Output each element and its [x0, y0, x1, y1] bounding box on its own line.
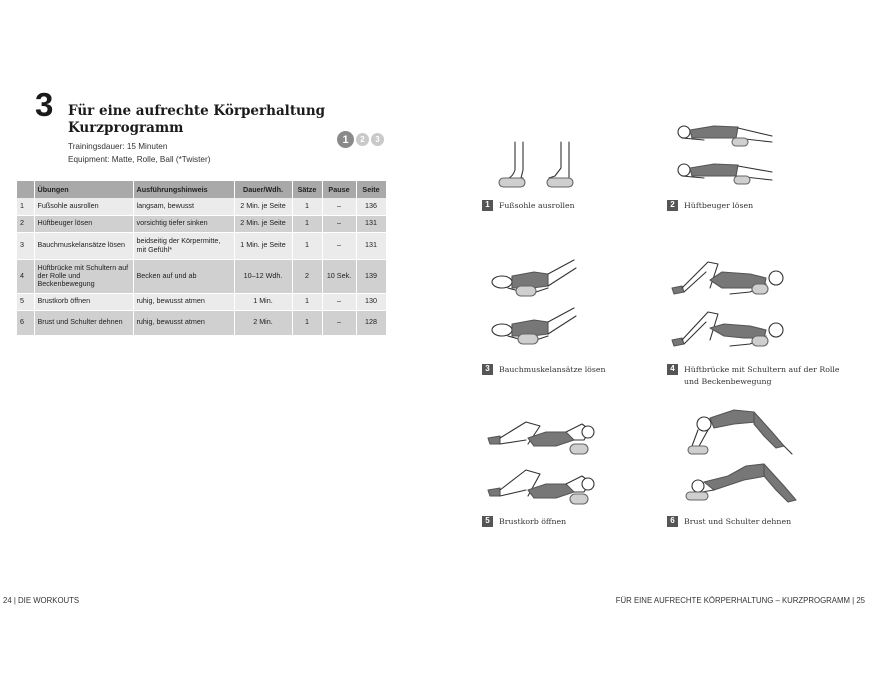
row-exercise: Bauchmuskelansätze lösen [34, 232, 133, 259]
row-hint: beidseitig der Körpermitte, mit Gefühl* [133, 232, 234, 259]
row-exercise: Hüftbeuger lösen [34, 215, 133, 232]
row-duration: 2 Min. je Seite [234, 215, 292, 232]
level-dot-2: 2 [356, 133, 369, 146]
row-page: 128 [356, 310, 386, 335]
caption-5 [482, 516, 652, 528]
table-row [17, 259, 386, 293]
exercise-table [17, 181, 387, 336]
row-exercise: Hüftbrücke mit Schultern auf der Rolle und Beckenbewegung [34, 259, 133, 293]
row-hint: ruhig, bewusst atmen [133, 310, 234, 335]
row-duration: 2 Min. [234, 310, 292, 335]
caption-text: Brust und Schulter dehnen [684, 517, 792, 526]
row-duration: 10–12 Wdh. [234, 259, 292, 293]
caption-text: Brustkorb öffnen [499, 517, 567, 526]
row-nr: 2 [17, 215, 34, 232]
foot-rolling-illustration [493, 140, 583, 192]
row-pause: – [322, 215, 356, 232]
col-header-page: Seite [356, 181, 386, 198]
footer-left: 24 | DIE WORKOUTS [3, 596, 80, 605]
abdominal-release-illustration [488, 258, 580, 356]
caption-4 [667, 364, 847, 388]
row-sets: 1 [292, 310, 322, 335]
row-exercise: Brustkorb öffnen [34, 293, 133, 310]
caption-number: 4 [667, 364, 678, 375]
row-page: 131 [356, 215, 386, 232]
row-page: 130 [356, 293, 386, 310]
caption-number: 2 [667, 200, 678, 211]
chest-opening-illustration [486, 414, 598, 506]
caption-2 [667, 200, 847, 212]
caption-1 [482, 200, 652, 212]
caption-3 [482, 364, 652, 376]
caption-number: 6 [667, 516, 678, 527]
row-exercise: Brust und Schulter dehnen [34, 310, 133, 335]
row-pause: 10 Sek. [322, 259, 356, 293]
row-pause: – [322, 310, 356, 335]
caption-number: 5 [482, 516, 493, 527]
table-row [17, 310, 386, 335]
table-row [17, 198, 386, 215]
training-duration: Trainingsdauer: 15 Minuten [68, 142, 168, 151]
row-hint: ruhig, bewusst atmen [133, 293, 234, 310]
col-header-sets: Sätze [292, 181, 322, 198]
row-hint: Becken auf und ab [133, 259, 234, 293]
row-sets: 1 [292, 232, 322, 259]
chapter-number: 3 [35, 86, 54, 123]
table-row [17, 293, 386, 310]
row-pause: – [322, 232, 356, 259]
row-page: 139 [356, 259, 386, 293]
row-duration: 1 Min. [234, 293, 292, 310]
row-sets: 1 [292, 293, 322, 310]
caption-number: 1 [482, 200, 493, 211]
hip-flexor-illustration [674, 118, 780, 194]
row-nr: 3 [17, 232, 34, 259]
page-title: Für eine aufrechte Körperhaltung [68, 103, 326, 119]
hip-bridge-illustration [670, 258, 788, 356]
level-dot-1: 1 [337, 131, 354, 148]
caption-6 [667, 516, 847, 528]
page-subtitle: Kurzprogramm [68, 120, 184, 136]
table-row [17, 215, 386, 232]
caption-text: Fußsohle ausrollen [499, 201, 575, 210]
row-page: 136 [356, 198, 386, 215]
row-hint: vorsichtig tiefer sinken [133, 215, 234, 232]
chest-shoulder-stretch-illustration [684, 406, 800, 510]
row-hint: langsam, bewusst [133, 198, 234, 215]
row-pause: – [322, 198, 356, 215]
level-indicator [337, 131, 384, 148]
row-duration: 2 Min. je Seite [234, 198, 292, 215]
col-header-exercise: Übungen [34, 181, 133, 198]
level-dot-3: 3 [371, 133, 384, 146]
row-nr: 4 [17, 259, 34, 293]
caption-text: Hüftbeuger lösen [684, 201, 754, 210]
col-header-duration: Dauer/Wdh. [234, 181, 292, 198]
row-sets: 2 [292, 259, 322, 293]
footer-right: FÜR EINE AUFRECHTE KÖRPERHALTUNG – KURZPROGRAMM | 25 [615, 596, 865, 605]
row-pause: – [322, 293, 356, 310]
col-header-hint: Ausführungshinweis [133, 181, 234, 198]
row-duration: 1 Min. je Seite [234, 232, 292, 259]
caption-text: Bauchmuskelansätze lösen [499, 365, 606, 374]
col-header-nr [17, 181, 34, 198]
caption-number: 3 [482, 364, 493, 375]
row-sets: 1 [292, 198, 322, 215]
equipment-list: Equipment: Matte, Rolle, Ball (*Twister) [68, 155, 211, 164]
row-nr: 5 [17, 293, 34, 310]
col-header-pause: Pause [322, 181, 356, 198]
caption-text: Hüftbrücke mit Schultern auf der Rolle und Beckenbewegung [684, 365, 840, 387]
row-nr: 1 [17, 198, 34, 215]
row-nr: 6 [17, 310, 34, 335]
row-page: 131 [356, 232, 386, 259]
table-row [17, 232, 386, 259]
row-exercise: Fußsohle ausrollen [34, 198, 133, 215]
table-header-row [17, 181, 386, 198]
row-sets: 1 [292, 215, 322, 232]
